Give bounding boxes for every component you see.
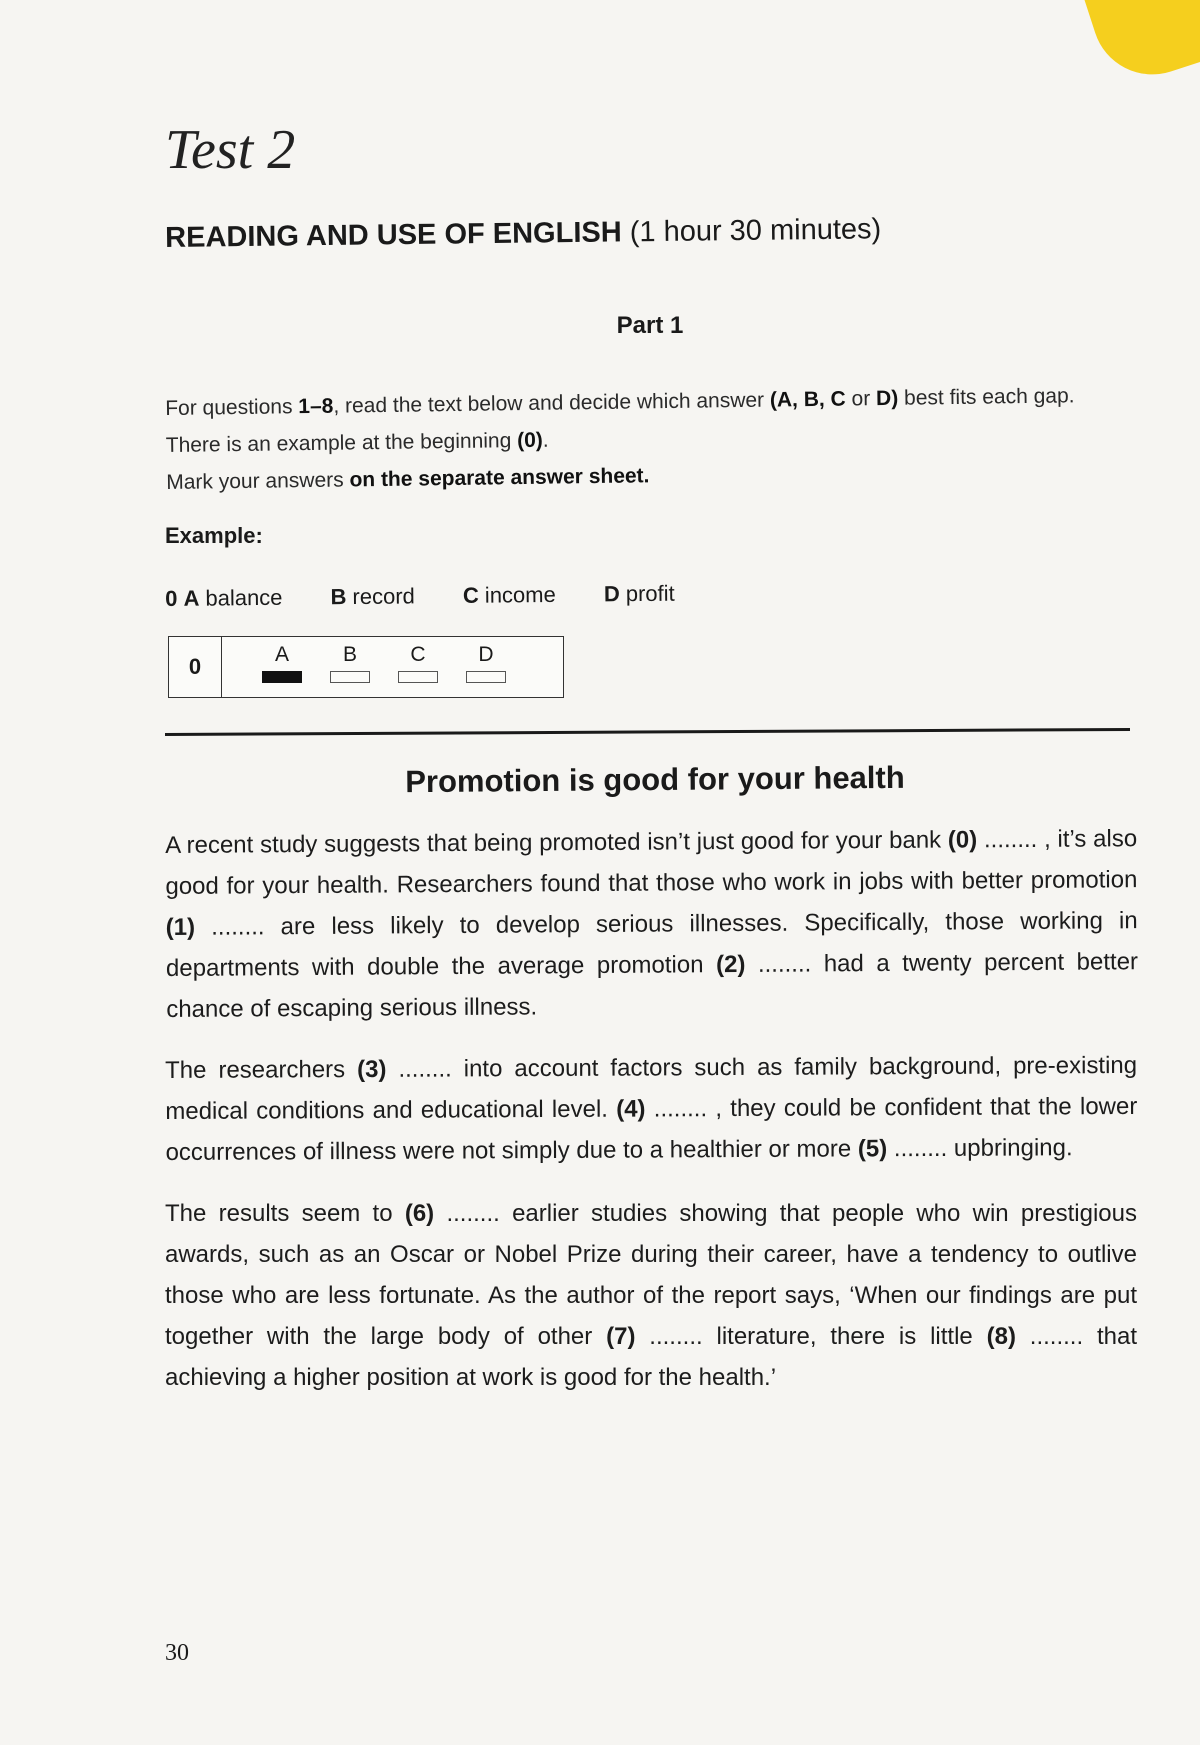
example-number: 0: [165, 585, 178, 611]
option-word: profit: [625, 580, 675, 607]
example-label: Example:: [165, 523, 263, 548]
page-number: 30: [165, 1640, 189, 1666]
example-option-b: [330, 583, 415, 610]
answer-mark-empty: [466, 671, 506, 683]
answer-mark-empty: [398, 671, 438, 683]
gap-6: (6): [404, 1200, 435, 1227]
example-options: [165, 580, 717, 612]
answer-column-b: [330, 643, 370, 683]
instr-choice-d: D): [875, 386, 899, 411]
answer-mark-filled: [262, 671, 302, 683]
gap-1: (1): [165, 913, 196, 941]
part-label: Part 1: [616, 312, 684, 339]
instr-text: , read the text below and decide which answer: [333, 388, 771, 418]
answer-column-c: [398, 643, 438, 683]
example-option-d: [604, 581, 675, 608]
article-paragraph-2: [165, 1045, 1138, 1173]
option-word: balance: [205, 584, 283, 611]
option-word: record: [352, 583, 415, 610]
paragraph-text: ........ upbringing.: [887, 1134, 1073, 1163]
option-letter: C: [462, 582, 479, 608]
paragraph-text: ........ , they could be confident that the lower occurrences of illness were not simply due to a healthier or more: [165, 1092, 1138, 1166]
paragraph-text: A recent study suggests that being promoted isn’t just good for your bank: [165, 826, 948, 859]
test-title: Test 2: [165, 119, 296, 181]
section-name: READING AND USE OF ENGLISH: [165, 216, 622, 254]
example-option-a: [165, 585, 283, 612]
instructions: [165, 377, 1126, 501]
paragraph-text: ........ are less likely to develop serious illnesses. Specifically, those working in departments with double the average promotion: [165, 907, 1138, 982]
option-letter: A: [183, 585, 200, 611]
paragraph-text: ........ into account factors such as family background, pre-existing medical conditions and educational level.: [165, 1051, 1138, 1125]
paragraph-text: The results seem to: [165, 1200, 405, 1227]
instr-answer-sheet: on the separate answer sheet.: [349, 464, 650, 492]
paragraph-text: The researchers: [165, 1055, 358, 1084]
answer-box-letters: [222, 637, 506, 697]
gap-8: (8): [986, 1323, 1016, 1350]
example-option-c: [463, 582, 556, 609]
yellow-page-tab: [1074, 0, 1200, 90]
gap-4: (4): [616, 1095, 646, 1123]
paragraph-text: ........ that achieving a higher position at work is good for the health.’: [165, 1323, 1138, 1391]
section-duration: (1 hour 30 minutes): [629, 213, 882, 249]
paragraph-text: ........ had a twenty percent better chance of escaping serious illness.: [166, 948, 1139, 1023]
instr-example-ref: (0): [516, 428, 543, 453]
article-title: Promotion is good for your health: [405, 759, 905, 800]
gap-0: (0): [947, 826, 978, 854]
gap-5: (5): [857, 1135, 888, 1163]
section-divider: [165, 728, 1130, 736]
option-letter: B: [330, 584, 347, 610]
article-body: [165, 825, 1137, 1418]
instr-range: 1–8: [298, 394, 334, 419]
answer-box-number: 0: [169, 637, 222, 697]
gap-7: (7): [606, 1323, 636, 1350]
gap-3: (3): [357, 1055, 387, 1083]
paragraph-text: ........ earlier studies showing that people who win prestigious awards, such as an Oscar or Nobel Prize during their career, have a tendency to outlive those who are less fortunate. As the author of the report says, ‘When our findings are put together with the large body of other: [165, 1200, 1137, 1350]
instr-text: best fits each gap.: [898, 384, 1075, 410]
instr-text: There is an example at the beginning: [165, 429, 518, 457]
article-paragraph-3: [165, 1193, 1137, 1398]
answer-column-d: [466, 643, 506, 683]
answer-letter: A: [274, 643, 289, 666]
paragraph-text: ........ , it’s also good for your health. Researchers found that those who work in jobs with better promotion: [165, 825, 1138, 900]
gap-2: (2): [715, 950, 746, 979]
instr-text: or: [845, 387, 877, 411]
paragraph-text: ........ literature, there is little: [635, 1323, 987, 1350]
instr-text: Mark your answers: [166, 468, 350, 494]
option-letter: D: [603, 581, 620, 607]
answer-mark-empty: [330, 671, 370, 683]
example-answer-box: [168, 636, 564, 698]
answer-letter: D: [478, 643, 494, 666]
section-heading: [165, 213, 881, 255]
answer-letter: C: [410, 643, 426, 666]
instr-text: .: [542, 428, 549, 452]
answer-column-a: [262, 643, 302, 683]
answer-letter: B: [342, 643, 357, 666]
article-paragraph-1: [165, 818, 1138, 1030]
instr-text: For questions: [165, 395, 299, 420]
instr-choices: (A, B, C: [769, 387, 846, 412]
option-word: income: [484, 581, 556, 608]
